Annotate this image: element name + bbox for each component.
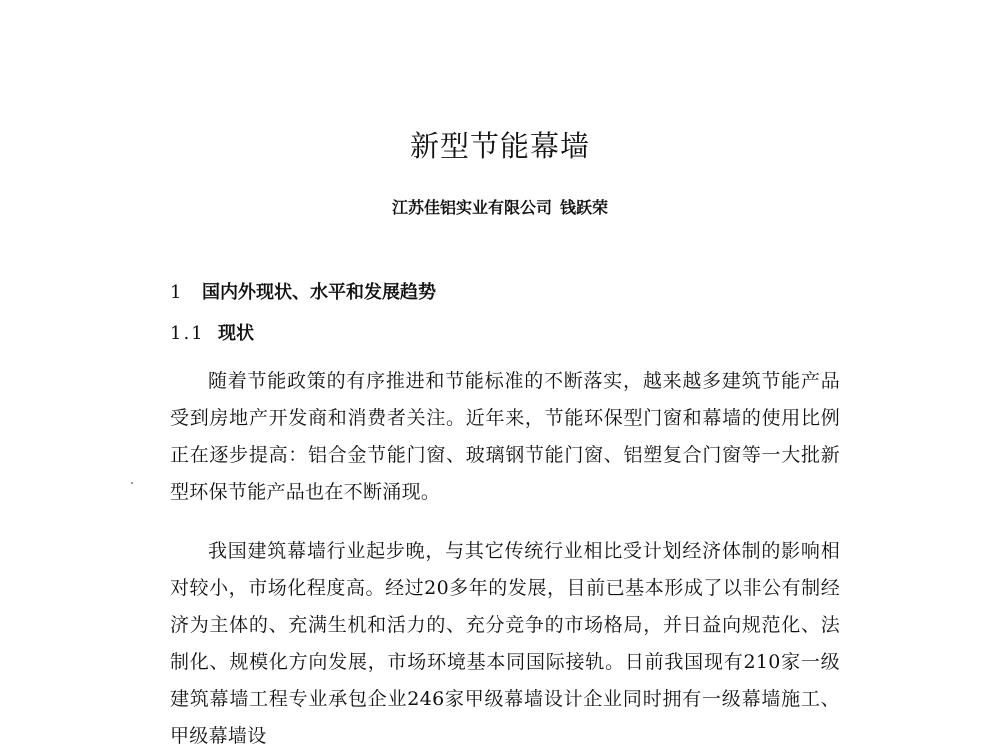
subsection-number: 1.1	[170, 323, 205, 344]
section-title: 国内外现状、水平和发展趋势	[202, 282, 436, 303]
subsection-heading	[170, 321, 254, 347]
section-heading	[170, 280, 436, 306]
body-paragraph: 随着节能政策的有序推进和节能标准的不断落实，越来越多建筑节能产品受到房地产开发商和消费者关注。近年来，节能环保型门窗和幕墙的使用比例正在逐步提高：铝合金节能门窗、玻璃钢节能门窗、铝塑复合门窗等一大批新型环保节能产品也在不断涌现。	[170, 370, 840, 503]
author-name: 钱跃荣	[560, 198, 609, 217]
author-line	[0, 196, 1000, 220]
scan-speck	[131, 482, 133, 484]
section-number: 1	[170, 282, 182, 303]
author-organization: 江苏佳铝实业有限公司	[391, 198, 552, 217]
body-paragraph: 我国建筑幕墙行业起步晚，与其它传统行业相比受计划经济体制的影响相对较小，市场化程度高。经过20多年的发展，目前已基本形成了以非公有制经济为主体的、充满生机和活力的、充分竞争的市场格局，并日益向规范化、法制化、规模化方向发展，市场环境基本同国际接轨。日前我国现有210家一级建筑幕墙工程专业承包企业246家甲级幕墙设计企业同时拥有一级幕墙施工、甲级幕墙设	[170, 540, 840, 747]
subsection-title: 现状	[218, 323, 254, 344]
document-title: 新型节能幕墙	[409, 129, 590, 163]
